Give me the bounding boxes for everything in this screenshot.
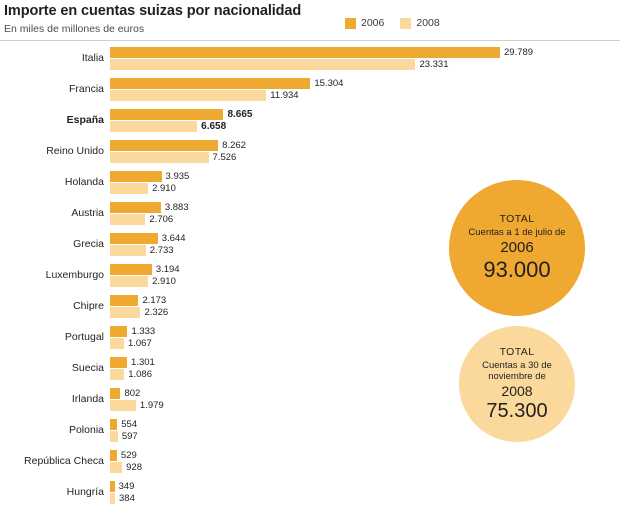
bar-2008	[110, 183, 148, 194]
bar-value-2008: 2.910	[152, 182, 176, 194]
total-desc-2008: Cuentas a 30 de noviembre de	[482, 359, 552, 382]
bar-2006	[110, 388, 120, 399]
bar-value-2008: 384	[119, 492, 135, 504]
totals-panel	[432, 180, 602, 442]
bar-value-2006: 802	[124, 387, 141, 399]
bar-value-2008: 7.526	[212, 151, 237, 163]
bar-2006	[110, 264, 152, 275]
legend	[345, 17, 440, 29]
chart-row	[0, 136, 620, 167]
bar-2006	[110, 171, 162, 182]
total-circle-2008	[459, 326, 575, 442]
bar-2008	[110, 245, 146, 256]
bar-value-2008: 11.934	[270, 89, 299, 101]
bar-value-2006: 8.665	[227, 108, 253, 120]
header-divider	[0, 40, 620, 41]
bar-group	[110, 446, 620, 477]
bar-2008	[110, 307, 140, 318]
category-label: Irlanda	[71, 392, 104, 405]
total-word-2006: TOTAL	[499, 213, 535, 225]
bar-value-2006: 3.644	[161, 232, 186, 244]
bar-2008	[110, 431, 118, 442]
chart-row	[0, 74, 620, 105]
bar-2006	[110, 357, 127, 368]
category-label: Polonia	[68, 423, 104, 436]
bar-group	[110, 43, 620, 74]
bar-value-2008: 2.910	[152, 275, 176, 287]
bar-2008	[110, 276, 148, 287]
bar-value-2006: 529	[120, 449, 137, 461]
bar-value-2008: 2.733	[149, 244, 174, 256]
bar-2006	[110, 233, 158, 244]
bar-value-2006: 3.194	[155, 263, 180, 275]
bar-group	[110, 105, 620, 136]
bar-value-2008: 1.979	[139, 399, 164, 411]
total-number-2008: 75.300	[486, 399, 548, 422]
bar-value-2008: 2.706	[149, 213, 174, 225]
legend-swatch-2008	[400, 18, 411, 29]
category-label: Portugal	[64, 330, 104, 343]
bar-2008	[110, 493, 115, 504]
chart-subtitle: En miles de millones de euros	[4, 22, 145, 35]
total-number-2006: 93.000	[483, 257, 551, 282]
bar-value-2006: 349	[118, 480, 135, 492]
legend-item-2008	[400, 17, 439, 29]
bar-2008	[110, 338, 124, 349]
bar-value-2006: 3.883	[164, 201, 189, 213]
bar-value-2006: 1.301	[131, 356, 155, 368]
bar-2006	[110, 109, 223, 120]
bar-2006	[110, 326, 127, 337]
bar-value-2008: 1.067	[127, 337, 152, 349]
chart-row	[0, 43, 620, 74]
legend-swatch-2006	[345, 18, 356, 29]
bar-2006	[110, 202, 161, 213]
category-label: Suecia	[71, 361, 104, 374]
legend-item-2006	[345, 17, 384, 29]
total-circle-2006	[449, 180, 585, 316]
category-label: Reino Unido	[46, 144, 104, 157]
bar-2008	[110, 214, 145, 225]
bar-group	[110, 74, 620, 105]
legend-label-2006: 2006	[361, 17, 385, 29]
category-label: España	[66, 113, 104, 126]
total-year-2008: 2008	[501, 382, 533, 399]
bar-value-2008: 928	[126, 461, 142, 473]
bar-2008	[110, 152, 209, 163]
bar-value-2008: 1.086	[128, 368, 152, 380]
category-label: Grecia	[73, 237, 104, 250]
bar-2008	[110, 462, 122, 473]
chart-header	[0, 0, 620, 41]
bar-value-2006: 8.262	[222, 139, 246, 151]
category-label: Francia	[68, 82, 104, 95]
bar-group	[110, 477, 620, 508]
category-label: Italia	[81, 51, 104, 64]
bar-2008	[110, 90, 266, 101]
bar-value-2006: 1.333	[131, 325, 156, 337]
bar-2006	[110, 419, 117, 430]
bar-value-2008: 597	[121, 430, 138, 442]
bar-2008	[110, 59, 415, 70]
bar-2006	[110, 481, 115, 492]
bar-value-2006: 3.935	[165, 170, 190, 182]
bar-value-2006: 554	[121, 418, 138, 430]
bar-value-2006: 2.173	[142, 294, 167, 306]
bar-2008	[110, 369, 124, 380]
category-label: República Checa	[24, 454, 104, 467]
bar-group	[110, 136, 620, 167]
bar-value-2008: 23.331	[419, 58, 449, 70]
category-label: Austria	[71, 206, 104, 219]
category-label: Chipre	[73, 299, 104, 312]
bar-value-2006: 29.789	[504, 46, 534, 58]
bar-2006	[110, 295, 138, 306]
bar-value-2008: 2.326	[144, 306, 169, 318]
legend-label-2008: 2008	[416, 17, 440, 29]
bar-2006	[110, 78, 310, 89]
category-label: Luxemburgo	[45, 268, 104, 281]
category-label: Hungría	[66, 485, 104, 498]
bar-2008	[110, 400, 136, 411]
chart-row	[0, 477, 620, 508]
chart-row	[0, 446, 620, 477]
bar-value-2006: 15.304	[314, 77, 344, 89]
page-title: Importe en cuentas suizas por nacionalidad	[4, 3, 302, 19]
total-year-2006: 2006	[500, 239, 534, 256]
total-desc-2006: Cuentas a 1 de julio de	[468, 227, 566, 238]
chart-row	[0, 105, 620, 136]
bar-2008	[110, 121, 197, 132]
bar-2006	[110, 450, 117, 461]
total-word-2008: TOTAL	[499, 345, 535, 358]
category-label: Holanda	[64, 175, 104, 188]
bar-2006	[110, 140, 218, 151]
bar-value-2008: 6.658	[201, 120, 227, 132]
bar-2006	[110, 47, 500, 58]
